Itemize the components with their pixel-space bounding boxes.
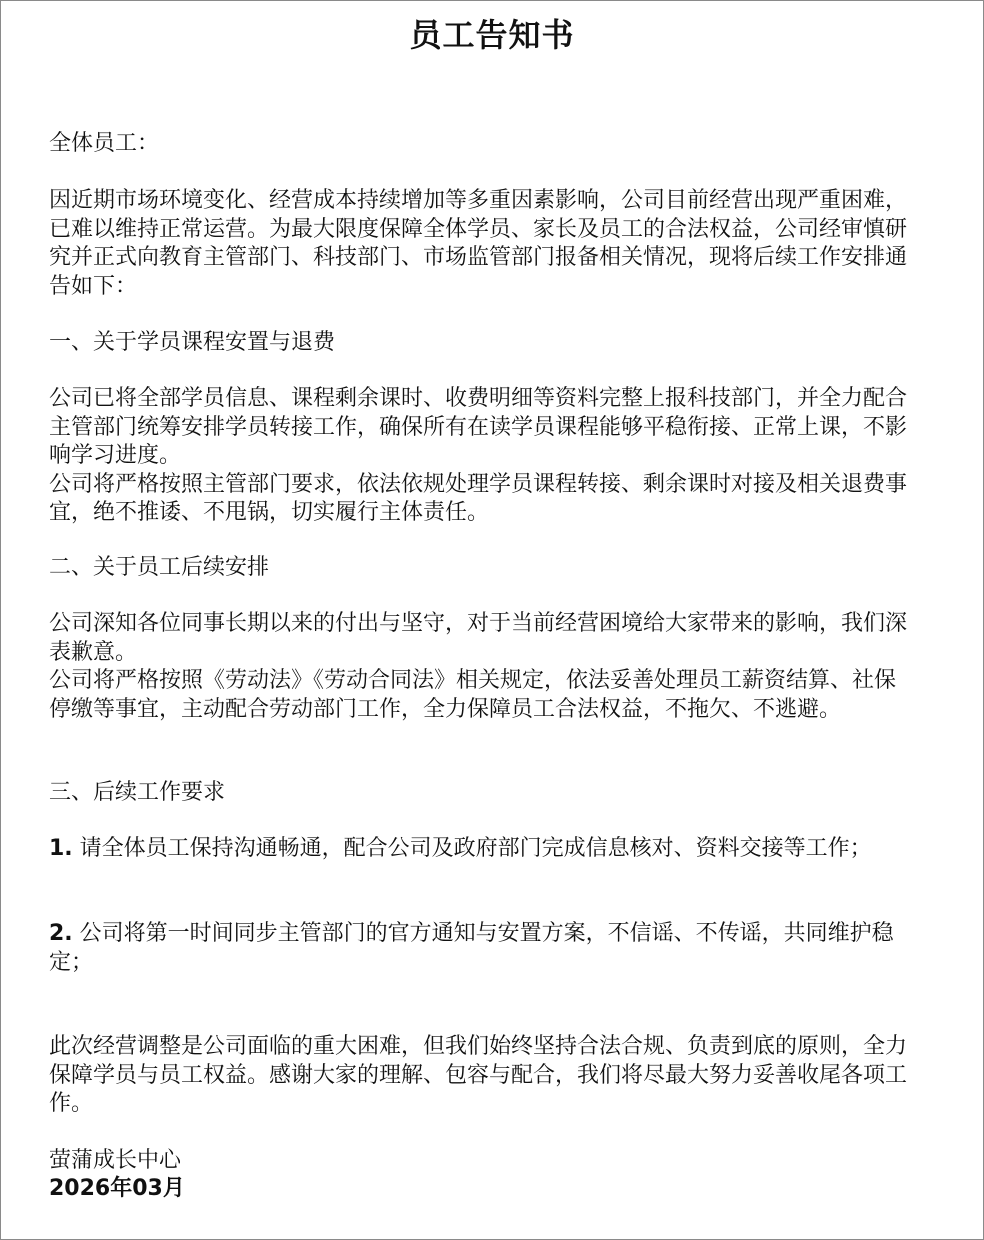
signature: 萤蒲成长中心 — [49, 1148, 182, 1173]
requirement-item-1 — [49, 835, 909, 864]
section-2-paragraph-1: 公司深知各位同事长期以来的付出与坚守，对于当前经营困境给大家带来的影响，我们深表歉意。 — [49, 611, 908, 665]
section-1-heading: 一、关于学员课程安置与退费 — [49, 330, 336, 355]
section-3-heading: 三、后续工作要求 — [49, 780, 226, 805]
requirement-number-2: 2. — [49, 921, 73, 946]
salutation: 全体员工： — [49, 131, 160, 156]
section-1-body — [49, 385, 909, 528]
section-2-body — [49, 610, 909, 724]
intro-paragraph: 因近期市场环境变化、经营成本持续增加等多重因素影响，公司目前经营出现严重困难，已难以维持正常运营。为最大限度保障全体学员、家长及员工的合法权益，公司经审慎研究并正式向教育主管部门、科技部门、市场监管部门报备相关情况，现将后续工作安排通告如下： — [49, 188, 908, 299]
section-1-paragraph-2: 公司将严格按照主管部门要求，依法依规处理学员课程转接、剩余课时对接及相关退费事宜，绝不推诿、不甩锅，切实履行主体责任。 — [49, 471, 908, 525]
requirement-number-1: 1. — [49, 836, 73, 861]
requirement-text-1: 请全体员工保持沟通畅通，配合公司及政府部门完成信息核对、资料交接等工作； — [79, 836, 872, 861]
requirement-text-2: 公司将第一时间同步主管部门的官方通知与安置方案，不信谣、不传谣，共同维护稳定； — [49, 921, 894, 975]
document-date: 2026年03月 — [49, 1176, 185, 1201]
requirement-item-2 — [49, 920, 909, 977]
section-1-paragraph-1: 公司已将全部学员信息、课程剩余课时、收费明细等资料完整上报科技部门，并全力配合主管部门统筹安排学员转接工作，确保所有在读学员课程能够平稳衔接、正常上课，不影响学习进度。 — [49, 386, 908, 468]
section-2-paragraph-2: 公司将严格按照《劳动法》《劳动合同法》相关规定，依法妥善处理员工薪资结算、社保停缴等事宜，主动配合劳动部门工作，全力保障员工合法权益，不拖欠、不逃避。 — [49, 668, 897, 722]
closing-paragraph: 此次经营调整是公司面临的重大困难，但我们始终坚持合法合规、负责到底的原则，全力保障学员与员工权益。感谢大家的理解、包容与配合，我们将尽最大努力妥善收尾各项工作。 — [49, 1034, 908, 1116]
document-title: 员工告知书 — [409, 16, 575, 54]
section-2-heading: 二、关于员工后续安排 — [49, 555, 270, 580]
